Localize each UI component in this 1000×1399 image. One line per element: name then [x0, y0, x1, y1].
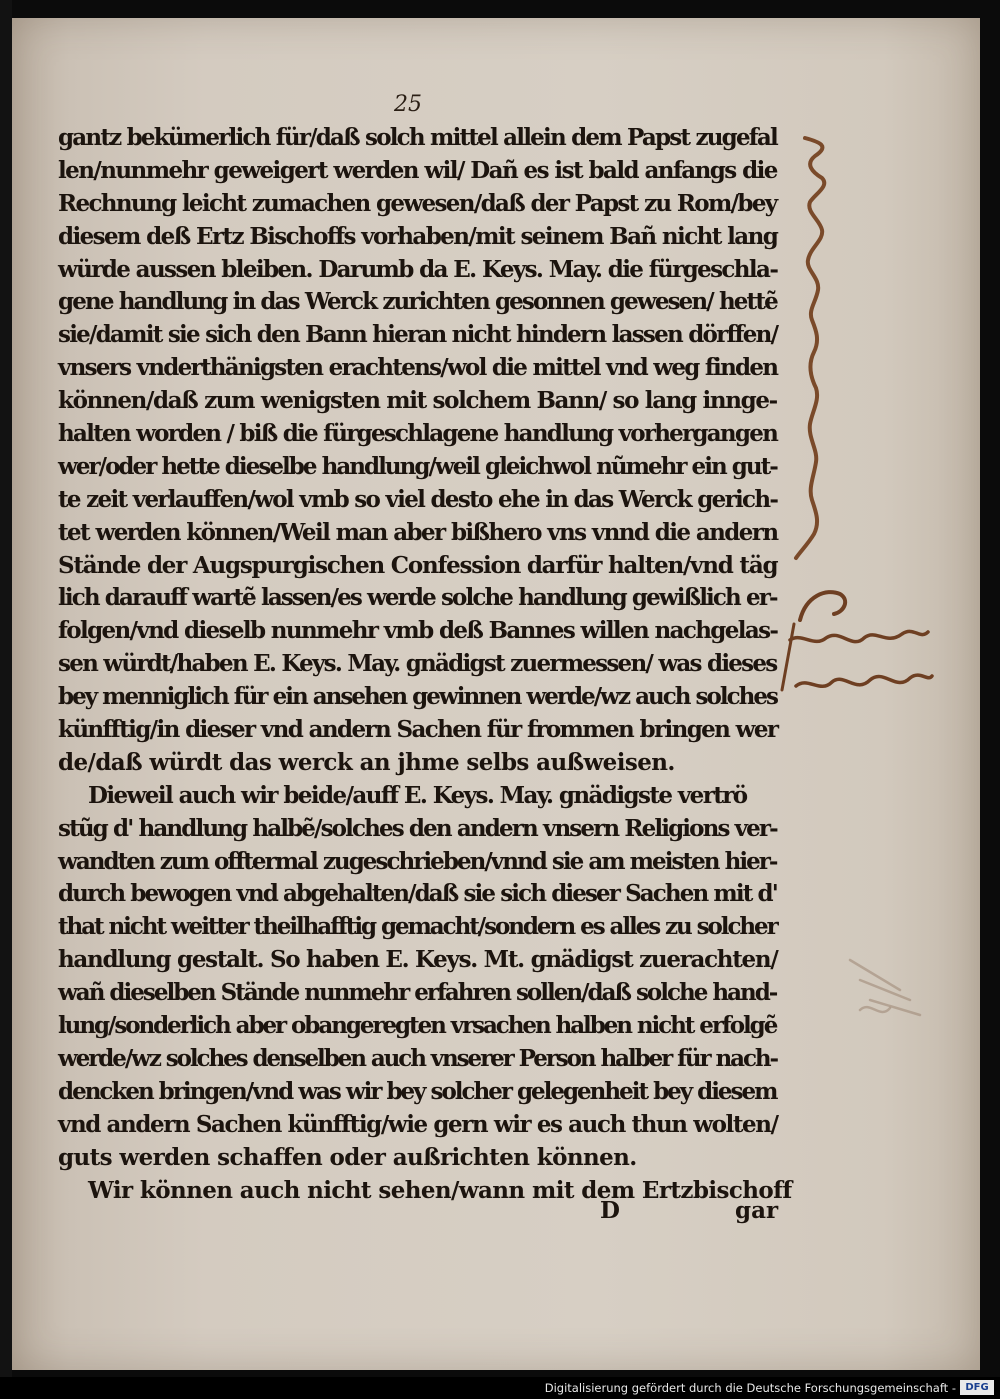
- page-number: 25: [394, 92, 422, 117]
- text-line: len/nunmehr geweigert werden wil/ Dañ es ist bald anfangs die: [58, 156, 777, 184]
- text-line: wandten zum offtermal zugeschrieben/vnnd sie am meisten hier-: [58, 847, 777, 875]
- text-line: Wir können auch nicht sehen/wann mit dem Ertzbischoff: [88, 1176, 792, 1204]
- text-line: würde aussen bleiben. Darumb da E. Keys. May. die fürgeschla-: [58, 255, 778, 283]
- text-line: können/daß zum wenigsten mit solchem Bann/ so lang innge-: [58, 387, 777, 415]
- text-line: gantz bekümerlich für/daß solch mittel allein dem Papst zugefal: [58, 124, 777, 151]
- catchword: gar: [735, 1197, 779, 1224]
- text-line: tet werden können/Weil man aber bißhero vns vnnd die andern: [58, 518, 778, 546]
- text-line: bey menniglich für ein ansehen gewinnen werde/wz auch solches: [58, 683, 777, 711]
- signature-mark: D: [600, 1197, 620, 1224]
- text-line: lich darauff wartẽ lassen/es werde solche handlung gewißlich er-: [58, 584, 777, 612]
- text-line: Dieweil auch wir beide/auff E. Keys. May. gnädigste vertrö: [88, 781, 747, 809]
- text-line: durch bewogen vnd abgehalten/daß sie sich dieser Sachen mit d': [58, 880, 777, 908]
- text-line: sie/damit sie sich den Bann hieran nicht hindern lassen dörffen/: [58, 321, 778, 349]
- text-line: Rechnung leicht zumachen gewesen/daß der Papst zu Rom/bey: [58, 189, 777, 217]
- margin-bracket-stroke: [796, 138, 824, 558]
- text-line: lung/sonderlich aber obangeregten vrsachen halben nicht erfolgẽ: [58, 1012, 777, 1040]
- margin-note-stroke-3: [796, 675, 932, 686]
- text-line: that nicht weitter theilhafftig gemacht/sondern es alles zu solcher: [58, 913, 777, 941]
- text-line: vnsers vnderthänigsten erachtens/wol die mittel vnd weg finden: [58, 354, 778, 382]
- text-line: gene handlung in das Werck zurichten gesonnen gewesen/ hettẽ: [58, 288, 777, 316]
- text-line: sen würdt/haben E. Keys. May. gnädigst zuermessen/ was dieses: [58, 650, 777, 678]
- text-line: vnd andern Sachen künfftig/wie gern wir es auch thun wolten/: [58, 1110, 778, 1138]
- text-line: wer/oder hette dieselbe handlung/weil gleichwol nũmehr ein gut-: [58, 452, 777, 480]
- dfg-logo-icon: DFG: [960, 1380, 994, 1395]
- footer-bar: [0, 1377, 1000, 1399]
- faint-mark-2: [860, 1007, 890, 1012]
- faint-mark-1: [850, 960, 920, 1015]
- text-line: te zeit verlauffen/wol vmb so viel desto ehe in das Werck gerich-: [58, 485, 778, 513]
- text-line: stũg d' handlung halbẽ/solches den andern vnsern Religions ver-: [58, 814, 777, 842]
- text-line: de/daß würdt das werck an jhme selbs außweisen.: [58, 748, 675, 776]
- text-line: Stände der Augspurgischen Confession darfür halten/vnd täg: [58, 551, 778, 579]
- text-line: handlung gestalt. So haben E. Keys. Mt. gnädigst zuerachten/: [58, 946, 778, 974]
- text-line: folgen/vnd dieselb nunmehr vmb deß Bannes willen nachgelas-: [58, 617, 778, 645]
- body-text: [58, 122, 792, 1207]
- text-line: halten worden / biß die fürgeschlagene handlung vorhergangen: [58, 420, 778, 448]
- text-line: wañ dieselben Stände nunmehr erfahren sollen/daß solche hand-: [58, 979, 777, 1007]
- margin-note-stroke-2: [790, 631, 928, 641]
- marginal-annotation: [760, 120, 980, 1120]
- text-line: künfftig/in dieser vnd andern Sachen für frommen bringen wer: [58, 716, 778, 744]
- margin-note-stroke-1: [800, 592, 845, 620]
- footer-credit: Digitalisierung gefördert durch die Deutsche Forschungsgemeinschaft -: [544, 1381, 956, 1395]
- text-line: guts werden schaffen oder außrichten können.: [58, 1143, 637, 1171]
- text-line: werde/wz solches denselben auch vnserer Person halber für nach-: [58, 1044, 777, 1072]
- margin-note-stroke-4: [782, 624, 794, 690]
- text-line: diesem deß Ertz Bischoffs vorhaben/mit seinem Bañ nicht lang: [58, 222, 778, 250]
- text-line: dencken bringen/vnd was wir bey solcher gelegenheit bey diesem: [58, 1077, 777, 1105]
